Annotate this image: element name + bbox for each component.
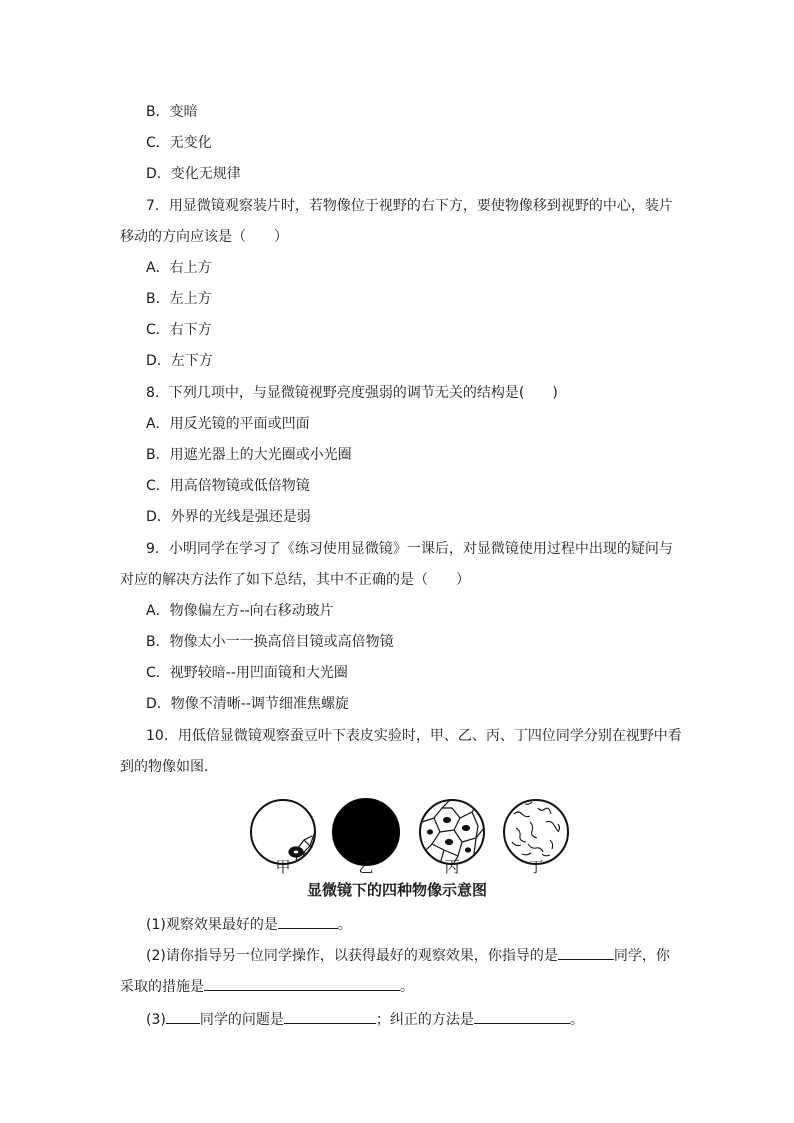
q10-sub2-line1 [146,945,670,966]
q7-stem-line1: 7．用显微镜观察装片时，若物像位于视野的右下方，要使物像移到视野的中心，装片 [146,198,673,214]
q9-option-c: C．视野较暗--用凹面镜和大光圈 [146,665,348,681]
q10-sub2-mid: 同学，你 [613,948,670,964]
q8-option-c: C．用高倍物镜或低倍物镜 [146,478,310,494]
q10-sub3-blank-method[interactable] [474,1009,570,1024]
q10-sub1-text: (1)观察效果最好的是 [146,917,278,933]
q9-stem-line2: 对应的解决方法作了如下总结，其中不正确的是（ ） [120,572,470,588]
q10-sub3-mid2: ；纠正的方法是 [375,1012,474,1028]
q6-option-b: B．变暗 [146,104,198,120]
q9-stem-line1: 9．小明同学在学习了《练习使用显微镜》一课后，对显微镜使用过程中出现的疑问与 [146,541,673,557]
q10-sub1-blank[interactable] [278,914,338,929]
q7-stem-line2: 移动的方向应该是（ ） [120,229,288,245]
q6-option-c: C．无变化 [146,135,212,151]
q10-sub3-end: 。 [569,1012,584,1028]
q9-option-a: A．物像偏左方--向右移动玻片 [146,603,334,619]
q9-option-d: D．物像不清晰--调节细准焦螺旋 [146,696,349,712]
microscope-views-drawing [246,792,576,882]
q10-sub1-end: 。 [337,917,352,933]
figure-label-jia: 甲 [275,858,291,876]
q8-option-d: D．外界的光线是强还是弱 [146,509,311,525]
q8-option-a: A．用反光镜的平面或凹面 [146,416,310,432]
q10-sub2-blank-student[interactable] [558,945,614,960]
q10-stem-line2: 到的物像如图． [120,759,218,775]
q10-sub3-text: (3) [146,1012,166,1028]
q10-sub2-end: 。 [400,979,414,995]
q10-sub3-blank-student[interactable] [166,1009,200,1024]
q10-sub3-mid1: 同学的问题是 [199,1012,284,1028]
view-ding [504,800,568,864]
figure-label-ding: 丁 [528,858,544,876]
q10-sub2-blank-measure[interactable] [204,976,400,991]
q10-sub1 [146,914,352,935]
q7-option-a: A．右上方 [146,260,212,276]
q7-option-d: D．左下方 [146,353,213,369]
q6-option-d: D．变化无规律 [146,166,241,182]
q7-option-b: B．左上方 [146,291,212,307]
q7-option-c: C．右下方 [146,322,212,338]
view-yi [333,799,399,865]
q10-sub2-text: (2)请你指导另一位同学操作，以获得最好的观察效果，你指导的是 [146,948,558,964]
microscope-views-figure [246,792,576,882]
q8-option-b: B．用遮光器上的大光圈或小光圈 [146,447,352,463]
view-bing [420,800,484,866]
q10-sub2-line2 [120,976,414,997]
q10-stem-line1: 10．用低倍显微镜观察蚕豆叶下表皮实验时，甲、乙、丙、丁四位同学分别在视野中看 [146,728,682,744]
q10-sub3 [146,1009,584,1030]
figure-caption: 显微镜下的四种物像示意图 [306,881,487,899]
view-jia [251,800,316,864]
figure-label-yi: 乙 [358,858,374,876]
q10-sub2-line2-text: 采取的措施是 [120,979,204,995]
q10-sub3-blank-problem[interactable] [284,1009,376,1024]
figure-label-bing: 丙 [444,858,460,876]
q8-stem: 8．下列几项中，与显微镜视野亮度强弱的调节无关的结构是( ) [146,385,558,401]
q9-option-b: B．物像太小一一换高倍目镜或高倍物镜 [146,634,394,650]
